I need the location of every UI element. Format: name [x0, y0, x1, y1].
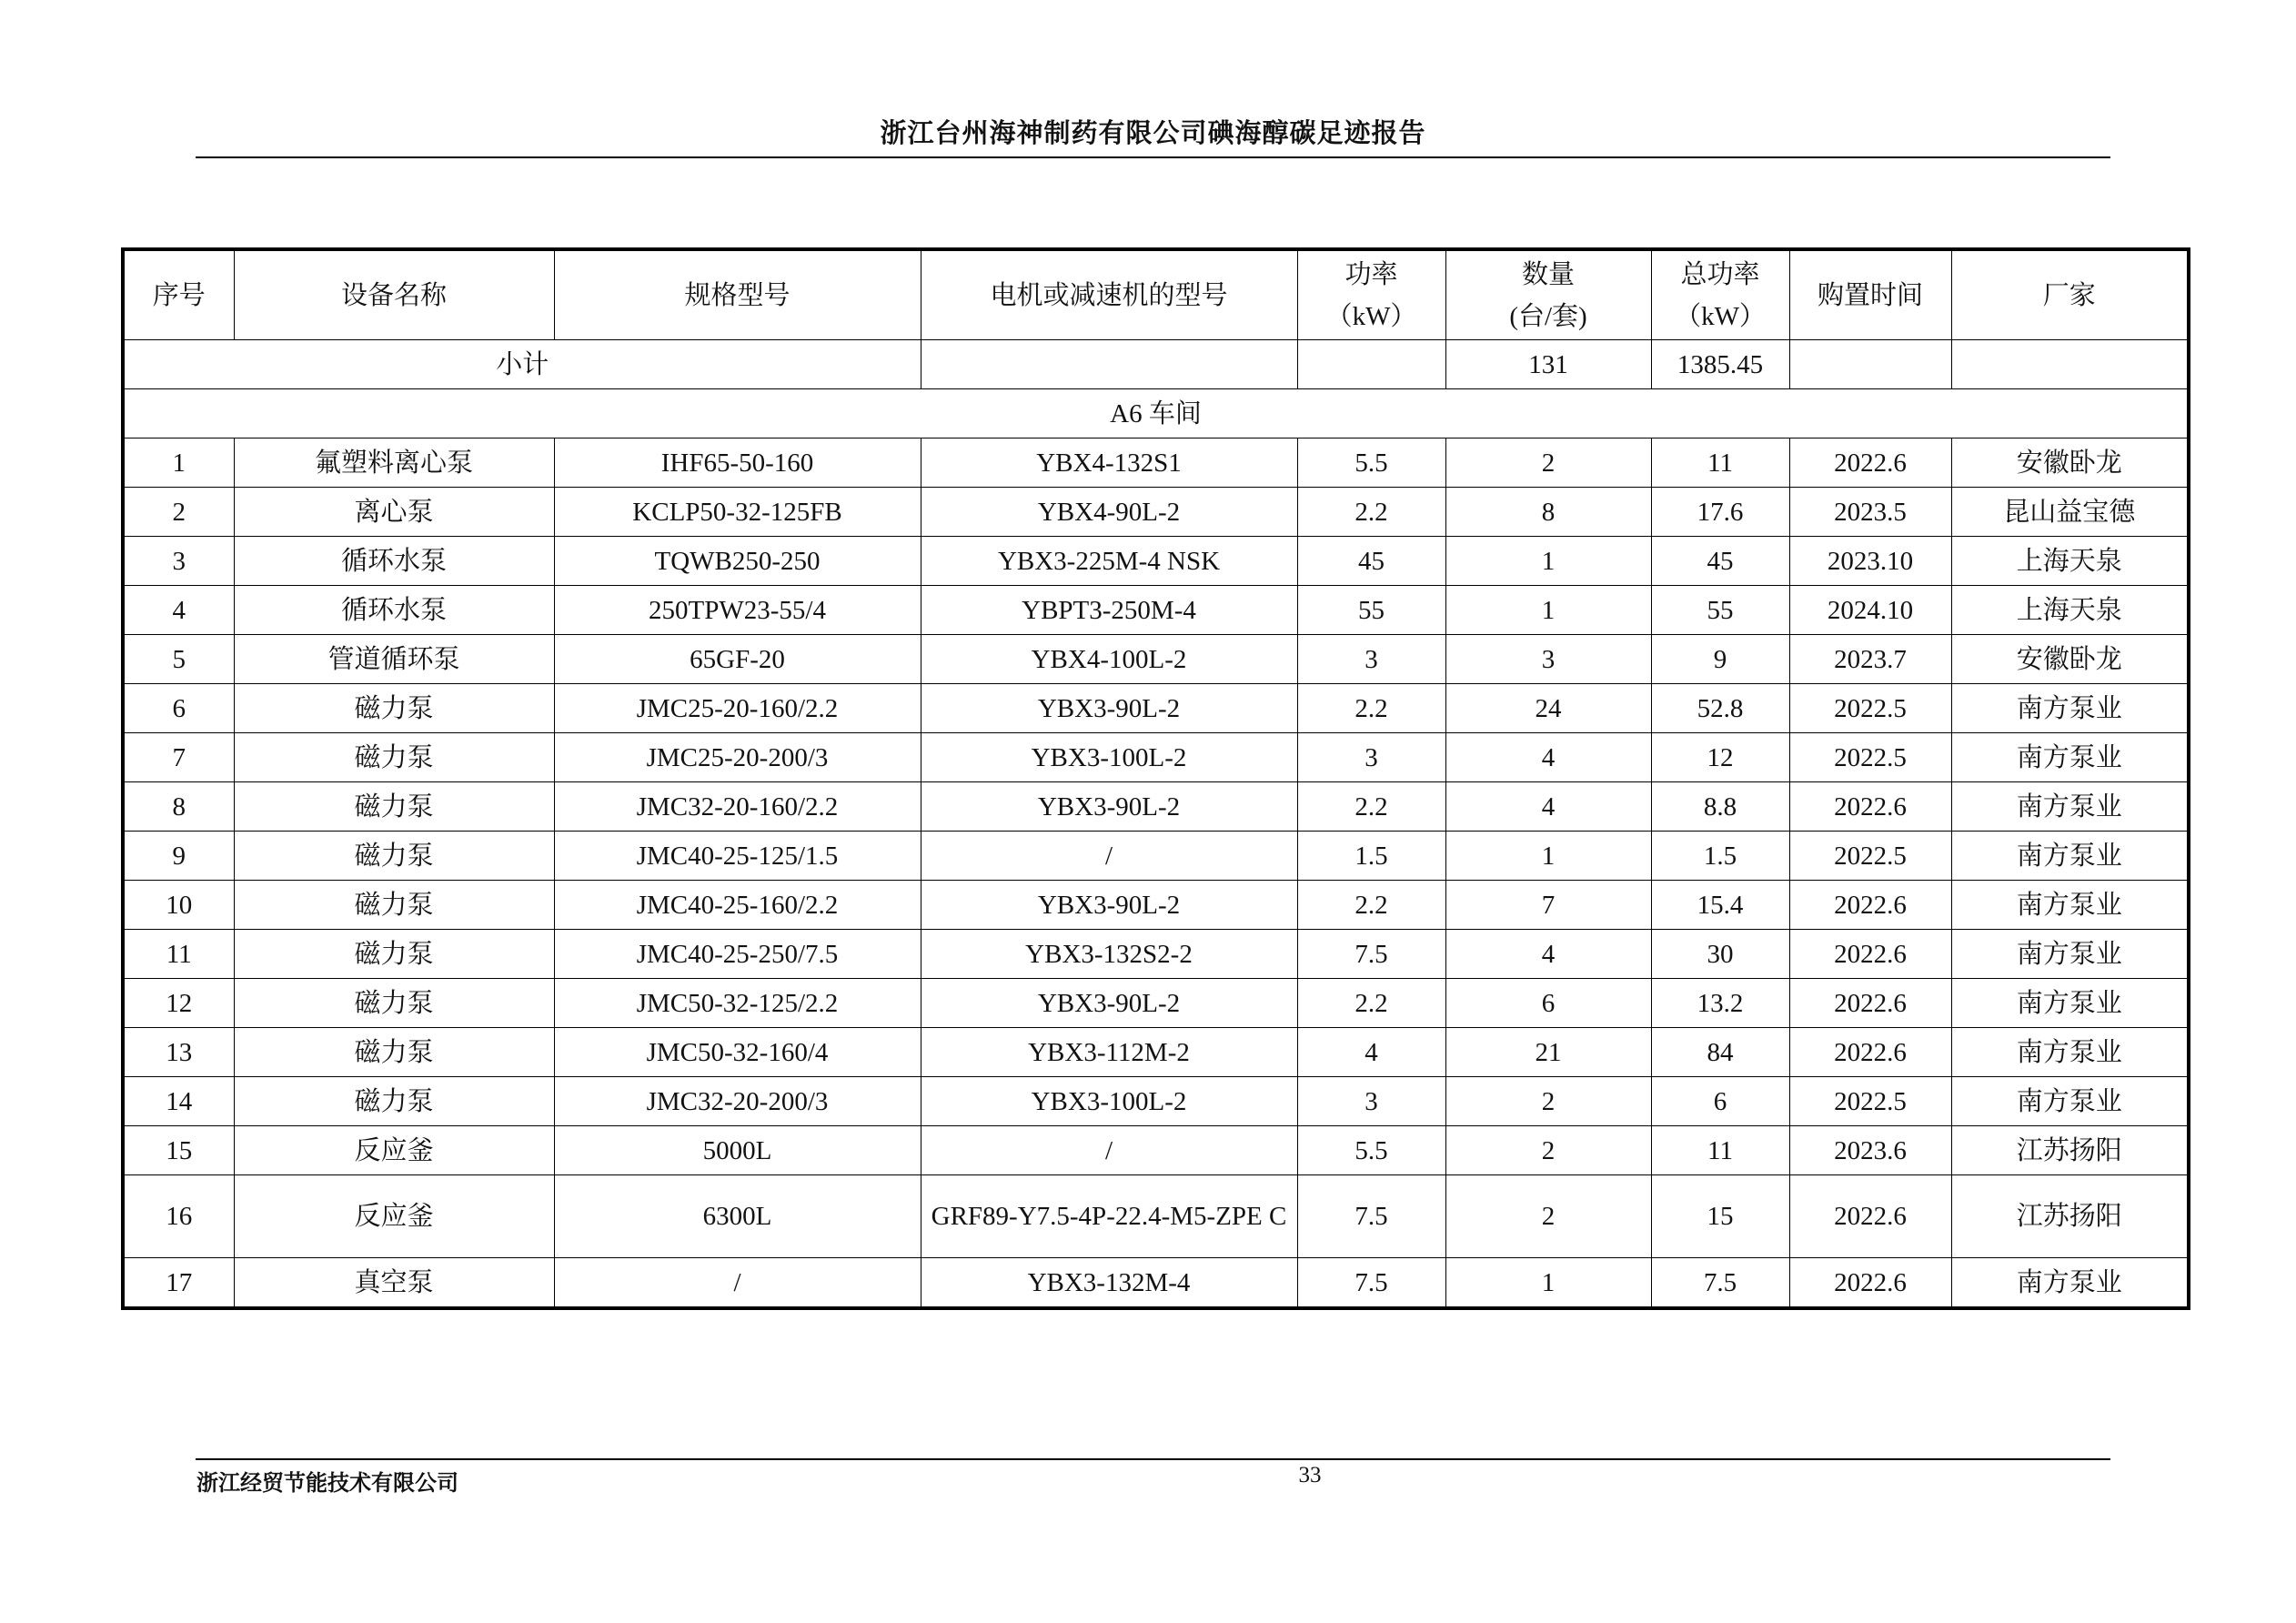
- section-row: [123, 389, 2189, 439]
- cell-total-power: 52.8: [1651, 684, 1789, 733]
- cell-manufacturer: 南方泵业: [1951, 1258, 2189, 1309]
- cell-manufacturer: 南方泵业: [1951, 684, 2189, 733]
- cell-motor-model: YBX3-112M-2: [921, 1028, 1297, 1077]
- cell-quantity: 24: [1445, 684, 1651, 733]
- footer-company: 浙江经贸节能技术有限公司: [196, 1470, 458, 1496]
- cell-total-power: 9: [1651, 635, 1789, 684]
- cell-power: 3: [1297, 733, 1445, 782]
- table-row: [123, 930, 2189, 979]
- cell-purchase-date: 2022.5: [1789, 684, 1951, 733]
- cell-motor-model: YBPT3-250M-4: [921, 586, 1297, 635]
- cell-spec: 65GF-20: [554, 635, 921, 684]
- cell-equipment-name: 反应釜: [234, 1126, 554, 1175]
- cell-motor-model: /: [921, 832, 1297, 881]
- subtotal-total-power: 1385.45: [1651, 340, 1789, 389]
- cell-motor-model: YBX3-100L-2: [921, 733, 1297, 782]
- cell-index: 2: [123, 488, 234, 537]
- cell-manufacturer: 南方泵业: [1951, 1028, 2189, 1077]
- cell-equipment-name: 磁力泵: [234, 832, 554, 881]
- cell-spec: JMC32-20-200/3: [554, 1077, 921, 1126]
- cell-total-power: 15: [1651, 1175, 1789, 1258]
- table-row: [123, 488, 2189, 537]
- cell-manufacturer: 上海天泉: [1951, 537, 2189, 586]
- cell-quantity: 2: [1445, 1077, 1651, 1126]
- cell-total-power: 17.6: [1651, 488, 1789, 537]
- cell-index: 5: [123, 635, 234, 684]
- subtotal-label: 小计: [123, 340, 921, 389]
- cell-purchase-date: 2022.6: [1789, 979, 1951, 1028]
- cell-quantity: 4: [1445, 930, 1651, 979]
- cell-index: 1: [123, 439, 234, 488]
- cell-manufacturer: 南方泵业: [1951, 1077, 2189, 1126]
- cell-equipment-name: 氟塑料离心泵: [234, 439, 554, 488]
- cell-equipment-name: 磁力泵: [234, 1028, 554, 1077]
- cell-index: 6: [123, 684, 234, 733]
- cell-motor-model: YBX3-90L-2: [921, 684, 1297, 733]
- cell-manufacturer: 南方泵业: [1951, 979, 2189, 1028]
- cell-spec: JMC32-20-160/2.2: [554, 782, 921, 832]
- cell-motor-model: YBX4-132S1: [921, 439, 1297, 488]
- cell-quantity: 2: [1445, 1175, 1651, 1258]
- cell-quantity: 6: [1445, 979, 1651, 1028]
- col-header-quantity-line1: 数量: [1521, 259, 1575, 289]
- cell-spec: 5000L: [554, 1126, 921, 1175]
- table-row: [123, 635, 2189, 684]
- cell-spec: JMC50-32-160/4: [554, 1028, 921, 1077]
- cell-manufacturer: 南方泵业: [1951, 832, 2189, 881]
- cell-motor-model: YBX3-225M-4 NSK: [921, 537, 1297, 586]
- cell-power: 5.5: [1297, 439, 1445, 488]
- cell-equipment-name: 磁力泵: [234, 782, 554, 832]
- cell-purchase-date: 2024.10: [1789, 586, 1951, 635]
- cell-quantity: 1: [1445, 537, 1651, 586]
- cell-spec: JMC40-25-160/2.2: [554, 881, 921, 930]
- cell-power: 55: [1297, 586, 1445, 635]
- table-row: [123, 1126, 2189, 1175]
- cell-motor-model: YBX3-132S2-2: [921, 930, 1297, 979]
- cell-power: 1.5: [1297, 832, 1445, 881]
- cell-quantity: 7: [1445, 881, 1651, 930]
- cell-manufacturer: 昆山益宝德: [1951, 488, 2189, 537]
- cell-manufacturer: 安徽卧龙: [1951, 635, 2189, 684]
- table-row: [123, 881, 2189, 930]
- col-header-name: 设备名称: [234, 249, 554, 340]
- cell-manufacturer: 南方泵业: [1951, 782, 2189, 832]
- cell-index: 8: [123, 782, 234, 832]
- col-header-power-line2: （kW）: [1325, 301, 1417, 331]
- cell-power: 5.5: [1297, 1126, 1445, 1175]
- cell-index: 7: [123, 733, 234, 782]
- col-header-total-power-line2: （kW）: [1675, 301, 1766, 331]
- cell-power: 4: [1297, 1028, 1445, 1077]
- cell-quantity: 4: [1445, 782, 1651, 832]
- cell-total-power: 12: [1651, 733, 1789, 782]
- cell-total-power: 30: [1651, 930, 1789, 979]
- cell-quantity: 1: [1445, 586, 1651, 635]
- cell-power: 45: [1297, 537, 1445, 586]
- cell-total-power: 13.2: [1651, 979, 1789, 1028]
- cell-quantity: 2: [1445, 1126, 1651, 1175]
- cell-power: 2.2: [1297, 488, 1445, 537]
- cell-manufacturer: 上海天泉: [1951, 586, 2189, 635]
- col-header-purchase-date: 购置时间: [1789, 249, 1951, 340]
- cell-index: 12: [123, 979, 234, 1028]
- cell-quantity: 21: [1445, 1028, 1651, 1077]
- cell-equipment-name: 真空泵: [234, 1258, 554, 1309]
- cell-power: 3: [1297, 635, 1445, 684]
- table-row: [123, 733, 2189, 782]
- footer-divider: [196, 1458, 2110, 1460]
- cell-purchase-date: 2022.5: [1789, 733, 1951, 782]
- cell-equipment-name: 循环水泵: [234, 537, 554, 586]
- cell-power: 7.5: [1297, 930, 1445, 979]
- cell-manufacturer: 江苏扬阳: [1951, 1126, 2189, 1175]
- cell-quantity: 8: [1445, 488, 1651, 537]
- table-row: [123, 439, 2189, 488]
- subtotal-maker-cell: [1951, 340, 2189, 389]
- cell-spec: IHF65-50-160: [554, 439, 921, 488]
- cell-index: 17: [123, 1258, 234, 1309]
- cell-spec: /: [554, 1258, 921, 1309]
- cell-power: 2.2: [1297, 881, 1445, 930]
- cell-index: 11: [123, 930, 234, 979]
- cell-index: 9: [123, 832, 234, 881]
- cell-purchase-date: 2022.6: [1789, 881, 1951, 930]
- cell-index: 4: [123, 586, 234, 635]
- cell-motor-model: YBX3-100L-2: [921, 1077, 1297, 1126]
- col-header-quantity: [1445, 249, 1651, 340]
- table-row: [123, 979, 2189, 1028]
- cell-equipment-name: 磁力泵: [234, 684, 554, 733]
- col-header-power: [1297, 249, 1445, 340]
- col-header-motor: 电机或减速机的型号: [921, 249, 1297, 340]
- subtotal-row: [123, 340, 2189, 389]
- cell-purchase-date: 2022.6: [1789, 782, 1951, 832]
- subtotal-power-cell: [1297, 340, 1445, 389]
- cell-purchase-date: 2022.6: [1789, 1258, 1951, 1309]
- cell-total-power: 11: [1651, 439, 1789, 488]
- cell-total-power: 84: [1651, 1028, 1789, 1077]
- cell-quantity: 1: [1445, 1258, 1651, 1309]
- cell-total-power: 1.5: [1651, 832, 1789, 881]
- header-divider: [196, 156, 2110, 158]
- cell-spec: 6300L: [554, 1175, 921, 1258]
- cell-purchase-date: 2023.10: [1789, 537, 1951, 586]
- cell-index: 3: [123, 537, 234, 586]
- cell-equipment-name: 循环水泵: [234, 586, 554, 635]
- cell-manufacturer: 南方泵业: [1951, 881, 2189, 930]
- cell-spec: JMC50-32-125/2.2: [554, 979, 921, 1028]
- cell-manufacturer: 南方泵业: [1951, 733, 2189, 782]
- equipment-table: [121, 247, 2190, 1310]
- table-row: [123, 782, 2189, 832]
- col-header-total-power: [1651, 249, 1789, 340]
- cell-equipment-name: 磁力泵: [234, 1077, 554, 1126]
- cell-purchase-date: 2022.6: [1789, 1175, 1951, 1258]
- subtotal-date-cell: [1789, 340, 1951, 389]
- subtotal-motor-cell: [921, 340, 1297, 389]
- table-row: [123, 1258, 2189, 1309]
- cell-equipment-name: 磁力泵: [234, 930, 554, 979]
- cell-equipment-name: 磁力泵: [234, 733, 554, 782]
- col-header-index: 序号: [123, 249, 234, 340]
- cell-index: 13: [123, 1028, 234, 1077]
- table-row: [123, 1175, 2189, 1258]
- cell-power: 3: [1297, 1077, 1445, 1126]
- cell-total-power: 6: [1651, 1077, 1789, 1126]
- cell-motor-model: /: [921, 1126, 1297, 1175]
- cell-motor-model: GRF89-Y7.5-4P-22.4-M5-ZPE C: [921, 1175, 1297, 1258]
- cell-index: 14: [123, 1077, 234, 1126]
- col-header-total-power-line1: 总功率: [1680, 259, 1760, 289]
- cell-manufacturer: 安徽卧龙: [1951, 439, 2189, 488]
- table-row: [123, 832, 2189, 881]
- cell-purchase-date: 2023.5: [1789, 488, 1951, 537]
- cell-purchase-date: 2023.6: [1789, 1126, 1951, 1175]
- table-row: [123, 586, 2189, 635]
- cell-total-power: 8.8: [1651, 782, 1789, 832]
- cell-total-power: 15.4: [1651, 881, 1789, 930]
- cell-purchase-date: 2022.5: [1789, 832, 1951, 881]
- col-header-manufacturer: 厂家: [1951, 249, 2189, 340]
- cell-spec: JMC40-25-250/7.5: [554, 930, 921, 979]
- cell-motor-model: YBX3-90L-2: [921, 979, 1297, 1028]
- page-header-title: 浙江台州海神制药有限公司碘海醇碳足迹报告: [880, 117, 1426, 148]
- table-row: [123, 1077, 2189, 1126]
- cell-manufacturer: 江苏扬阳: [1951, 1175, 2189, 1258]
- cell-purchase-date: 2022.5: [1789, 1077, 1951, 1126]
- col-header-spec: 规格型号: [554, 249, 921, 340]
- table-header-row: [123, 249, 2189, 340]
- table-row: [123, 1028, 2189, 1077]
- cell-index: 16: [123, 1175, 234, 1258]
- cell-index: 15: [123, 1126, 234, 1175]
- section-label: A6 车间: [123, 389, 2189, 439]
- page-number: 33: [1298, 1463, 1322, 1487]
- cell-equipment-name: 磁力泵: [234, 979, 554, 1028]
- cell-spec: TQWB250-250: [554, 537, 921, 586]
- cell-purchase-date: 2022.6: [1789, 930, 1951, 979]
- cell-total-power: 55: [1651, 586, 1789, 635]
- cell-quantity: 1: [1445, 832, 1651, 881]
- col-header-power-line1: 功率: [1344, 259, 1398, 289]
- table-row: [123, 684, 2189, 733]
- cell-spec: 250TPW23-55/4: [554, 586, 921, 635]
- cell-equipment-name: 磁力泵: [234, 881, 554, 930]
- cell-power: 7.5: [1297, 1175, 1445, 1258]
- cell-power: 2.2: [1297, 979, 1445, 1028]
- cell-purchase-date: 2022.6: [1789, 1028, 1951, 1077]
- cell-motor-model: YBX3-90L-2: [921, 881, 1297, 930]
- cell-total-power: 11: [1651, 1126, 1789, 1175]
- cell-purchase-date: 2022.6: [1789, 439, 1951, 488]
- cell-motor-model: YBX4-90L-2: [921, 488, 1297, 537]
- cell-quantity: 2: [1445, 439, 1651, 488]
- cell-equipment-name: 离心泵: [234, 488, 554, 537]
- cell-motor-model: YBX4-100L-2: [921, 635, 1297, 684]
- cell-equipment-name: 反应釜: [234, 1175, 554, 1258]
- cell-index: 10: [123, 881, 234, 930]
- cell-quantity: 3: [1445, 635, 1651, 684]
- cell-equipment-name: 管道循环泵: [234, 635, 554, 684]
- cell-total-power: 45: [1651, 537, 1789, 586]
- cell-spec: JMC25-20-160/2.2: [554, 684, 921, 733]
- cell-quantity: 4: [1445, 733, 1651, 782]
- cell-spec: JMC40-25-125/1.5: [554, 832, 921, 881]
- col-header-quantity-line2: (台/套): [1509, 301, 1587, 331]
- subtotal-quantity: 131: [1445, 340, 1651, 389]
- cell-motor-model: YBX3-90L-2: [921, 782, 1297, 832]
- cell-spec: JMC25-20-200/3: [554, 733, 921, 782]
- cell-manufacturer: 南方泵业: [1951, 930, 2189, 979]
- cell-total-power: 7.5: [1651, 1258, 1789, 1309]
- cell-power: 7.5: [1297, 1258, 1445, 1309]
- cell-purchase-date: 2023.7: [1789, 635, 1951, 684]
- cell-spec: KCLP50-32-125FB: [554, 488, 921, 537]
- cell-power: 2.2: [1297, 782, 1445, 832]
- table-row: [123, 537, 2189, 586]
- cell-motor-model: YBX3-132M-4: [921, 1258, 1297, 1309]
- cell-power: 2.2: [1297, 684, 1445, 733]
